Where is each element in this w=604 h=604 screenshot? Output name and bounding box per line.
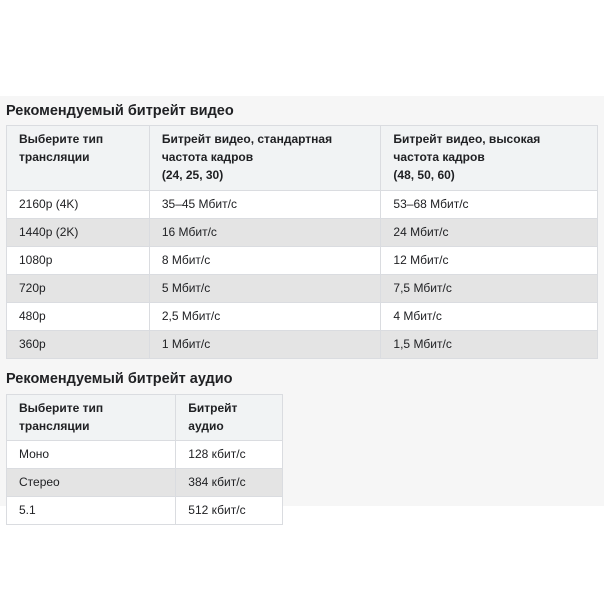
table-row [7,247,598,275]
audio-type-cell: Моно [7,441,176,469]
resolution-cell: 2160p (4K) [7,191,150,219]
standard-bitrate-cell: 8 Мбит/с [149,247,381,275]
standard-bitrate-cell: 1 Мбит/с [149,331,381,359]
video-bitrate-table [6,125,598,359]
header-stream-type [7,126,150,191]
video-bitrate-heading: Рекомендуемый битрейт видео [6,103,234,119]
resolution-cell: 1080p [7,247,150,275]
table-row [7,191,598,219]
resolution-cell: 720p [7,275,150,303]
header-audio-bitrate: Битрейт аудио [176,395,283,441]
table-header-row [7,395,283,441]
table-row [7,469,283,497]
audio-bitrate-cell: 128 кбит/с [176,441,283,469]
standard-bitrate-cell: 16 Мбит/с [149,219,381,247]
audio-bitrate-heading: Рекомендуемый битрейт аудио [6,371,233,387]
table-row [7,275,598,303]
table-row [7,331,598,359]
standard-bitrate-cell: 35–45 Мбит/с [149,191,381,219]
high-bitrate-cell: 12 Мбит/с [381,247,598,275]
header-high-fps [381,126,598,191]
audio-type-cell: 5.1 [7,497,176,525]
standard-bitrate-cell: 2,5 Мбит/с [149,303,381,331]
high-bitrate-cell: 53–68 Мбит/с [381,191,598,219]
audio-type-cell: Стерео [7,469,176,497]
audio-bitrate-cell: 384 кбит/с [176,469,283,497]
header-standard-fps-values: (24, 25, 30) [161,168,224,182]
high-bitrate-cell: 1,5 Мбит/с [381,331,598,359]
resolution-cell: 1440p (2K) [7,219,150,247]
table-row [7,219,598,247]
standard-bitrate-cell: 5 Мбит/с [149,275,381,303]
header-standard-fps [149,126,381,191]
audio-bitrate-cell: 512 кбит/с [176,497,283,525]
high-bitrate-cell: 7,5 Мбит/с [381,275,598,303]
audio-bitrate-table [6,394,283,525]
header-stream-type: Выберите тип трансляции [7,395,176,441]
table-row [7,303,598,331]
header-high-fps-label: Битрейт видео, высокая частота кадров [393,132,541,164]
table-header-row [7,126,598,191]
table-row [7,441,283,469]
header-standard-fps-label: Битрейт видео, стандартная частота кадров [161,132,333,164]
resolution-cell: 360p [7,331,150,359]
high-bitrate-cell: 24 Мбит/с [381,219,598,247]
header-stream-type-label: Выберите тип трансляции [19,132,104,164]
high-bitrate-cell: 4 Мбит/с [381,303,598,331]
table-row [7,497,283,525]
resolution-cell: 480p [7,303,150,331]
header-high-fps-values: (48, 50, 60) [393,168,455,182]
